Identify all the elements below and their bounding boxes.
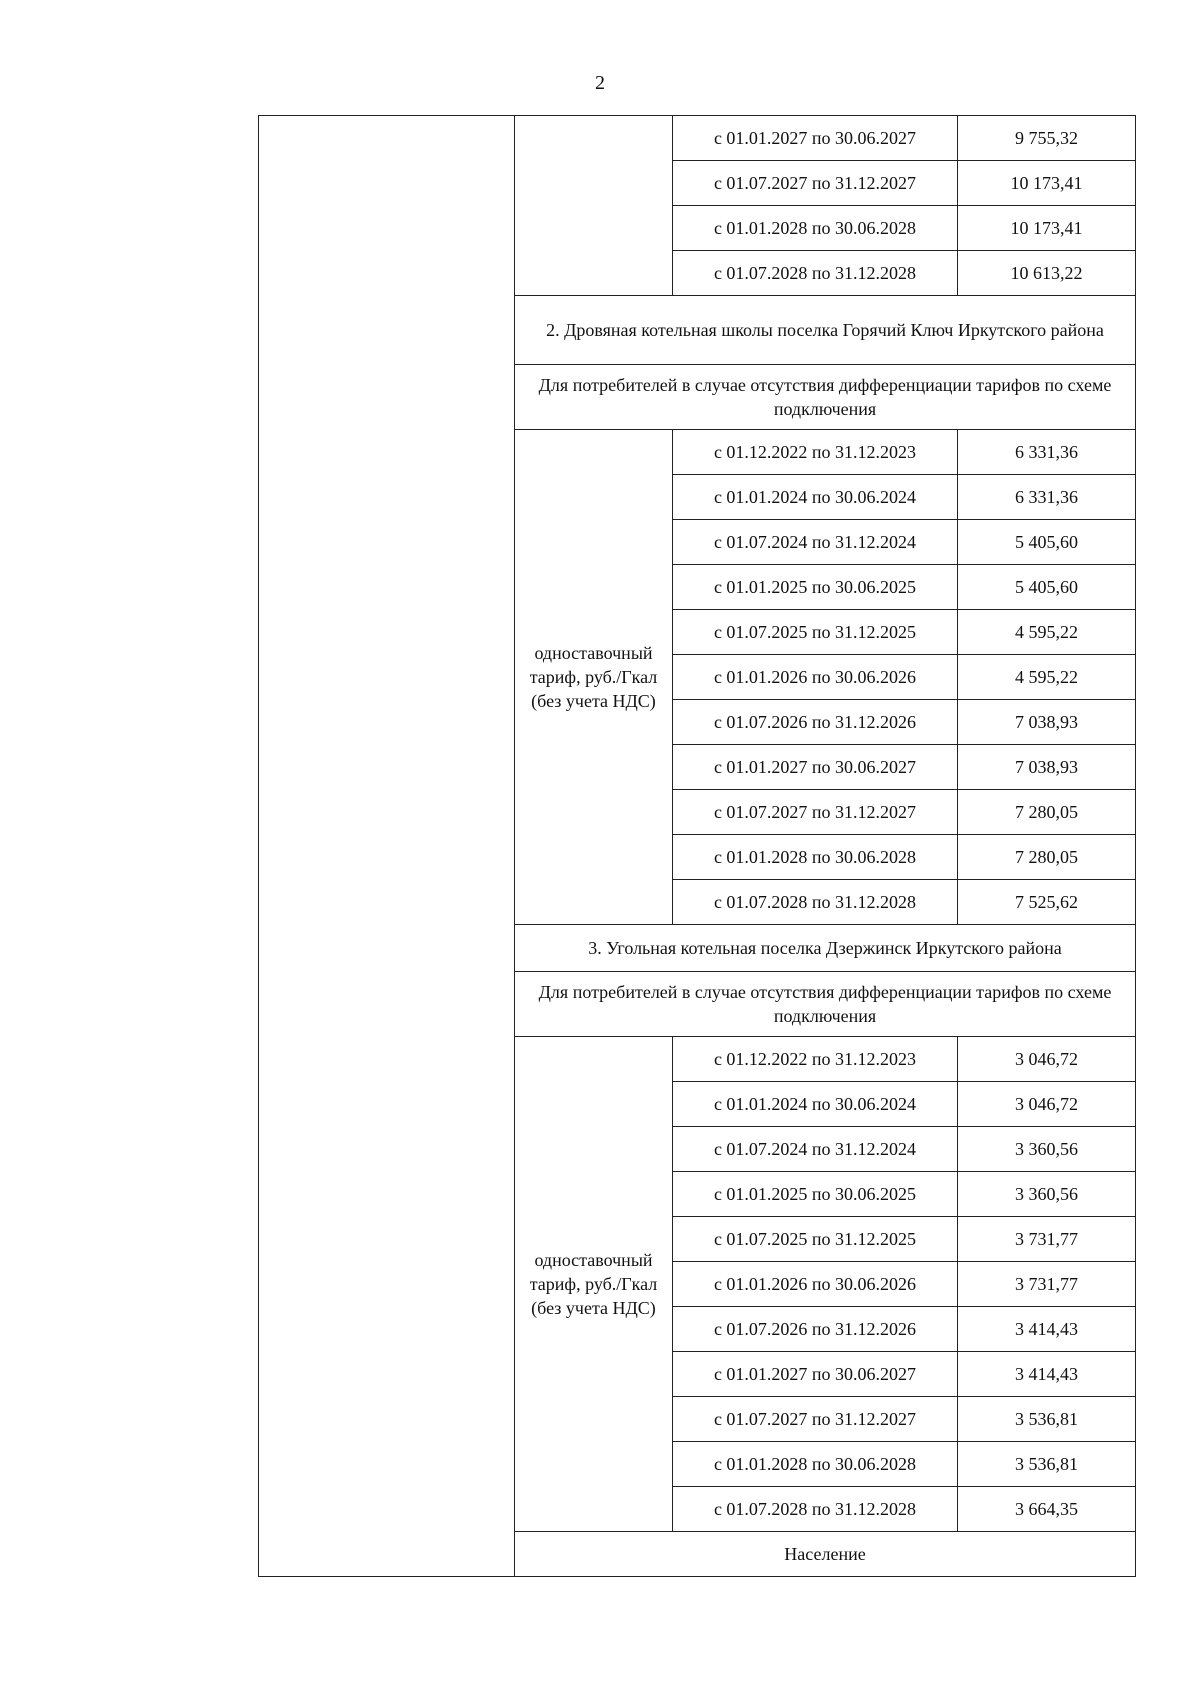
period-cell: с 01.07.2025 по 31.12.2025	[673, 1217, 958, 1262]
period-cell: с 01.12.2022 по 31.12.2023	[673, 430, 958, 475]
table-row	[259, 116, 1136, 161]
value-cell: 7 280,05	[958, 790, 1136, 835]
period-cell: с 01.07.2026 по 31.12.2026	[673, 1307, 958, 1352]
period-cell: с 01.01.2026 по 30.06.2026	[673, 1262, 958, 1307]
consumer-group: Для потребителей в случае отсутствия дифференциации тарифов по схеме подключения	[515, 365, 1136, 430]
value-cell: 6 331,36	[958, 430, 1136, 475]
value-cell: 3 664,35	[958, 1487, 1136, 1532]
tariff-label-line: (без учета НДС)	[531, 1298, 656, 1318]
value-cell: 4 595,22	[958, 610, 1136, 655]
period-cell: с 01.07.2026 по 31.12.2026	[673, 700, 958, 745]
value-cell: 4 595,22	[958, 655, 1136, 700]
period-cell: с 01.07.2027 по 31.12.2027	[673, 161, 958, 206]
left-blank-cell	[259, 116, 515, 1577]
value-cell: 7 038,93	[958, 700, 1136, 745]
period-cell: с 01.01.2028 по 30.06.2028	[673, 835, 958, 880]
period-cell: с 01.12.2022 по 31.12.2023	[673, 1037, 958, 1082]
period-cell: с 01.01.2028 по 30.06.2028	[673, 206, 958, 251]
population-label: Население	[515, 1532, 1136, 1577]
period-cell: с 01.07.2028 по 31.12.2028	[673, 880, 958, 925]
period-cell: с 01.01.2024 по 30.06.2024	[673, 1082, 958, 1127]
tariff-label-line: одноставочный	[534, 643, 653, 663]
value-cell: 10 613,22	[958, 251, 1136, 296]
value-cell: 3 360,56	[958, 1172, 1136, 1217]
period-cell: с 01.07.2024 по 31.12.2024	[673, 520, 958, 565]
value-cell: 5 405,60	[958, 565, 1136, 610]
period-cell: с 01.01.2025 по 30.06.2025	[673, 1172, 958, 1217]
tariff-label-line: тариф, руб./Гкал	[529, 667, 658, 687]
period-cell: с 01.01.2027 по 30.06.2027	[673, 116, 958, 161]
value-cell: 10 173,41	[958, 161, 1136, 206]
value-cell: 3 046,72	[958, 1037, 1136, 1082]
tariff-label	[515, 430, 673, 925]
blank-label-cell	[515, 116, 673, 296]
period-cell: с 01.01.2025 по 30.06.2025	[673, 565, 958, 610]
tariff-label-line: одноставочный	[534, 1250, 653, 1270]
tariff-table	[258, 115, 1136, 1577]
period-cell: с 01.07.2024 по 31.12.2024	[673, 1127, 958, 1172]
value-cell: 3 536,81	[958, 1397, 1136, 1442]
period-cell: с 01.01.2026 по 30.06.2026	[673, 655, 958, 700]
value-cell: 3 046,72	[958, 1082, 1136, 1127]
section-title: 2. Дровяная котельная школы поселка Горячий Ключ Иркутского района	[515, 296, 1136, 365]
value-cell: 6 331,36	[958, 475, 1136, 520]
period-cell: с 01.07.2027 по 31.12.2027	[673, 790, 958, 835]
value-cell: 3 360,56	[958, 1127, 1136, 1172]
value-cell: 3 414,43	[958, 1307, 1136, 1352]
period-cell: с 01.07.2028 по 31.12.2028	[673, 1487, 958, 1532]
period-cell: с 01.07.2025 по 31.12.2025	[673, 610, 958, 655]
section-title: 3. Угольная котельная поселка Дзержинск Иркутского района	[515, 925, 1136, 972]
period-cell: с 01.01.2027 по 30.06.2027	[673, 1352, 958, 1397]
value-cell: 3 536,81	[958, 1442, 1136, 1487]
value-cell: 7 038,93	[958, 745, 1136, 790]
tariff-label-line: (без учета НДС)	[531, 691, 656, 711]
consumer-group: Для потребителей в случае отсутствия дифференциации тарифов по схеме подключения	[515, 972, 1136, 1037]
page-number: 2	[595, 72, 605, 94]
period-cell: с 01.01.2027 по 30.06.2027	[673, 745, 958, 790]
value-cell: 5 405,60	[958, 520, 1136, 565]
value-cell: 10 173,41	[958, 206, 1136, 251]
period-cell: с 01.01.2028 по 30.06.2028	[673, 1442, 958, 1487]
period-cell: с 01.07.2027 по 31.12.2027	[673, 1397, 958, 1442]
value-cell: 3 731,77	[958, 1217, 1136, 1262]
tariff-label	[515, 1037, 673, 1532]
value-cell: 9 755,32	[958, 116, 1136, 161]
value-cell: 7 280,05	[958, 835, 1136, 880]
value-cell: 3 414,43	[958, 1352, 1136, 1397]
period-cell: с 01.07.2028 по 31.12.2028	[673, 251, 958, 296]
period-cell: с 01.01.2024 по 30.06.2024	[673, 475, 958, 520]
value-cell: 3 731,77	[958, 1262, 1136, 1307]
value-cell: 7 525,62	[958, 880, 1136, 925]
tariff-label-line: тариф, руб./Гкал	[529, 1274, 658, 1294]
